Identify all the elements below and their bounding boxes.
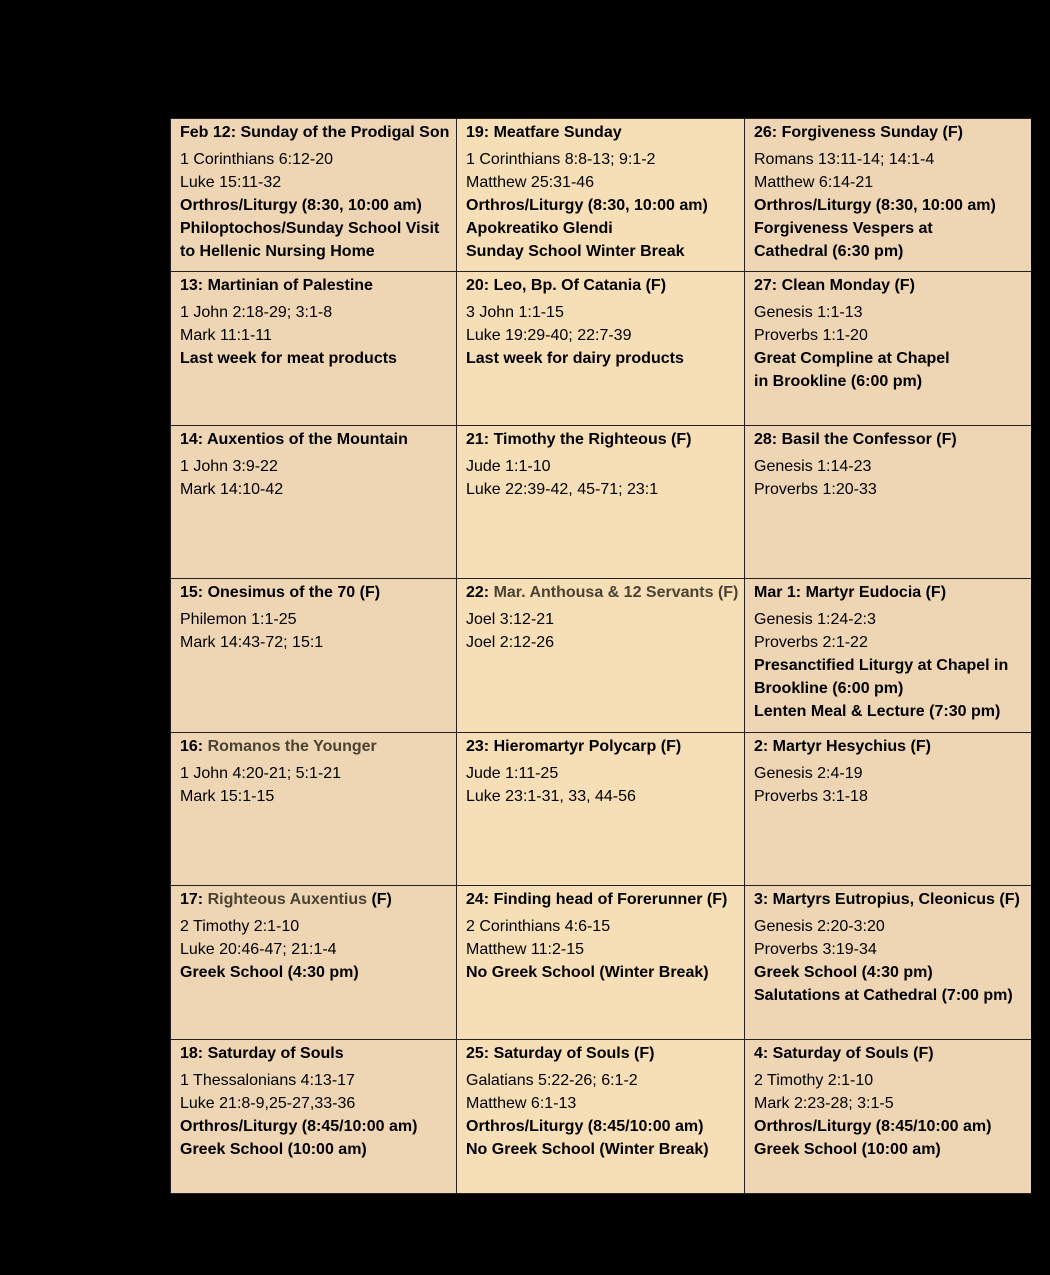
reading-line: Proverbs 3:1-18 — [754, 787, 868, 805]
day-cell — [745, 1040, 1031, 1193]
event-line: No Greek School (Winter Break) — [466, 964, 709, 982]
day-title: 19: Meatfare Sunday — [466, 124, 622, 141]
day-cell — [745, 886, 1031, 1039]
reading-line: Proverbs 2:1-22 — [754, 634, 868, 652]
event-line: Greek School (10:00 am) — [180, 1140, 367, 1158]
day-title: 15: Onesimus of the 70 (F) — [180, 584, 381, 602]
event-line: Greek School (4:30 pm) — [754, 964, 933, 982]
day-title: 25: Saturday of Souls (F) — [466, 1044, 655, 1062]
day-cell — [745, 733, 1031, 886]
day-title: Mar 1: Martyr Eudocia (F) — [754, 584, 947, 602]
reading-line: 1 John 4:20-21; 5:1-21 — [180, 764, 342, 782]
day-cell — [171, 886, 457, 1039]
event-line: Brookline (6:00 pm) — [754, 680, 904, 698]
day-title: 2: Martyr Hesychius (F) — [754, 737, 931, 755]
day-cell — [745, 119, 1031, 272]
event-line: Cathedral (6:30 pm) — [754, 243, 904, 260]
day-cell — [457, 579, 745, 732]
reading-line: Romans 13:11-14; 14:1-4 — [754, 151, 935, 168]
reading-line: Genesis 1:24-2:3 — [754, 611, 876, 629]
event-line: Great Compline at Chapel — [754, 350, 950, 368]
day-cell — [171, 426, 457, 579]
reading-line: Proverbs 1:1-20 — [754, 327, 868, 345]
reading-line: Luke 23:1-31, 33, 44-56 — [466, 787, 636, 805]
reading-line: 1 Corinthians 8:8-13; 9:1-2 — [466, 151, 656, 168]
reading-line: Philemon 1:1-25 — [180, 611, 297, 629]
day-title-prefix: 22: — [466, 584, 494, 602]
day-title — [466, 582, 738, 604]
reading-line: Genesis 1:1-13 — [754, 304, 863, 322]
day-cell — [171, 1040, 457, 1193]
day-title: 23: Hieromartyr Polycarp (F) — [466, 737, 682, 755]
reading-line: Joel 3:12-21 — [466, 611, 555, 629]
day-cell — [171, 579, 457, 732]
event-line: Orthros/Liturgy (8:30, 10:00 am) — [180, 197, 422, 214]
reading-line: Mark 14:43-72; 15:1 — [180, 634, 324, 652]
day-cell — [457, 886, 745, 1039]
reading-line: 2 Corinthians 4:6-15 — [466, 918, 611, 936]
reading-line: Mark 11:1-11 — [180, 327, 272, 345]
day-title — [180, 889, 450, 911]
event-line: Orthros/Liturgy (8:45/10:00 am) — [180, 1117, 418, 1135]
day-cell — [457, 119, 745, 272]
reading-line: Luke 15:11-32 — [180, 174, 282, 191]
reading-line: 1 Corinthians 6:12-20 — [180, 151, 333, 168]
reading-line: Mark 14:10-42 — [180, 480, 284, 498]
day-cell — [457, 733, 745, 886]
event-line: to Hellenic Nursing Home — [180, 243, 375, 260]
reading-line: Proverbs 1:20-33 — [754, 480, 877, 498]
day-title: 18: Saturday of Souls — [180, 1044, 344, 1062]
event-line: Salutations at Cathedral (7:00 pm) — [754, 987, 1013, 1005]
day-title-saint: Mar. Anthousa & 12 Servants (F) — [493, 584, 739, 602]
day-title — [180, 736, 450, 758]
day-cell — [457, 272, 745, 425]
reading-line: Matthew 11:2-15 — [466, 941, 584, 959]
event-line: Last week for dairy products — [466, 350, 684, 368]
reading-line: Mark 2:23-28; 3:1-5 — [754, 1094, 894, 1112]
event-line: Greek School (4:30 pm) — [180, 964, 359, 982]
reading-line: Genesis 2:4-19 — [754, 764, 863, 782]
reading-line: Mark 15:1-15 — [180, 787, 275, 805]
event-line: Presanctified Liturgy at Chapel in — [754, 657, 1009, 675]
reading-line: Luke 21:8-9,25-27,33-36 — [180, 1094, 356, 1112]
reading-line: Jude 1:1-10 — [466, 457, 551, 475]
event-line: Philoptochos/Sunday School Visit — [180, 220, 440, 237]
day-cell — [171, 119, 457, 272]
reading-line: 1 Thessalonians 4:13-17 — [180, 1071, 355, 1089]
day-cell — [745, 272, 1031, 425]
event-line: Last week for meat products — [180, 350, 397, 368]
day-title: 27: Clean Monday (F) — [754, 277, 915, 295]
event-line: Forgiveness Vespers at — [754, 220, 933, 237]
day-title: 21: Timothy the Righteous (F) — [466, 430, 692, 448]
day-title: 24: Finding head of Forerunner (F) — [466, 891, 728, 909]
reading-line: Proverbs 3:19-34 — [754, 941, 877, 959]
day-cell — [457, 426, 745, 579]
reading-line: Joel 2:12-26 — [466, 634, 555, 652]
calendar-grid — [170, 118, 1030, 1194]
day-title-prefix: 17: — [180, 891, 208, 909]
reading-line: Luke 19:29-40; 22:7-39 — [466, 327, 632, 345]
reading-line: Genesis 1:14-23 — [754, 457, 872, 475]
day-title: 26: Forgiveness Sunday (F) — [754, 124, 963, 141]
event-line: Orthros/Liturgy (8:30, 10:00 am) — [754, 197, 996, 214]
event-line: Orthros/Liturgy (8:30, 10:00 am) — [466, 197, 708, 214]
day-title-saint: Romanos the Younger — [207, 737, 377, 755]
day-cell — [171, 733, 457, 886]
reading-line: Genesis 2:20-3:20 — [754, 918, 885, 936]
reading-line: Luke 22:39-42, 45-71; 23:1 — [466, 480, 659, 498]
day-title: 3: Martyrs Eutropius, Cleonicus (F) — [754, 891, 1020, 909]
reading-line: 3 John 1:1-15 — [466, 304, 564, 322]
reading-line: 1 John 3:9-22 — [180, 457, 278, 475]
reading-line: 2 Timothy 2:1-10 — [754, 1071, 874, 1089]
day-title-prefix: 16: — [180, 737, 208, 755]
day-title: 13: Martinian of Palestine — [180, 277, 373, 295]
event-line: Sunday School Winter Break — [466, 243, 685, 260]
day-cell — [745, 426, 1031, 579]
day-cell — [745, 579, 1031, 732]
day-title-suffix: (F) — [367, 891, 392, 909]
day-title: 14: Auxentios of the Mountain — [180, 430, 408, 448]
event-line: Greek School (10:00 am) — [754, 1140, 941, 1158]
event-line: No Greek School (Winter Break) — [466, 1140, 709, 1158]
day-title: 20: Leo, Bp. Of Catania (F) — [466, 277, 667, 295]
day-cell — [171, 272, 457, 425]
day-cell — [457, 1040, 745, 1193]
reading-line: Galatians 5:22-26; 6:1-2 — [466, 1071, 638, 1089]
reading-line: Matthew 6:1-13 — [466, 1094, 577, 1112]
reading-line: Jude 1:11-25 — [466, 764, 559, 782]
reading-line: Luke 20:46-47; 21:1-4 — [180, 941, 337, 959]
event-line: Apokreatiko Glendi — [466, 220, 613, 237]
day-title: Feb 12: Sunday of the Prodigal Son — [180, 124, 450, 141]
day-title: 28: Basil the Confessor (F) — [754, 430, 957, 448]
reading-line: 1 John 2:18-29; 3:1-8 — [180, 304, 333, 322]
event-line: Orthros/Liturgy (8:45/10:00 am) — [466, 1117, 704, 1135]
reading-line: 2 Timothy 2:1-10 — [180, 918, 300, 936]
event-line: Lenten Meal & Lecture (7:30 pm) — [754, 703, 1001, 721]
event-line: in Brookline (6:00 pm) — [754, 373, 923, 391]
reading-line: Matthew 25:31-46 — [466, 174, 595, 191]
reading-line: Matthew 6:14-21 — [754, 174, 874, 191]
day-title-saint: Righteous Auxentius — [207, 891, 367, 909]
day-title: 4: Saturday of Souls (F) — [754, 1044, 934, 1062]
event-line: Orthros/Liturgy (8:45/10:00 am) — [754, 1117, 992, 1135]
